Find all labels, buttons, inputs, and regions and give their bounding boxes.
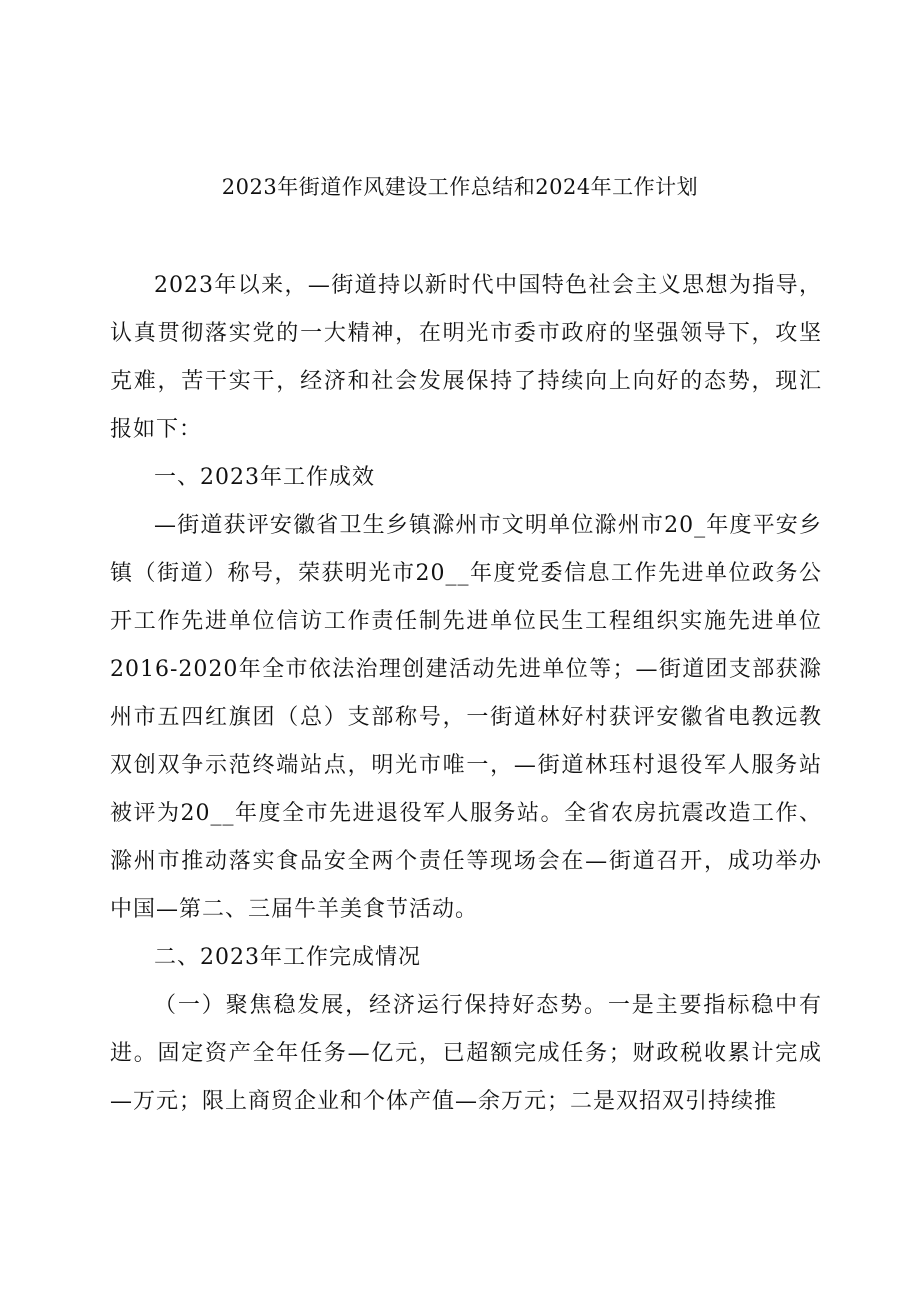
section-heading-achievements: 一、2023年工作成效: [154, 465, 375, 490]
document-title: 2023年街道作风建设工作总结和2024年工作计划: [221, 175, 699, 199]
achievements-paragraph: —街道获评安徽省卫生乡镇滁州市文明单位滁州市20_年度平安乡镇（街道）称号，荣获明光市20__年度党委信息工作先进单位政务公开工作先进单位信访工作责任制先进单位民生工程组织实施先进单位2016-2020年全市依法治理创建活动先进单位等；—街道团支部获滁州市五四红旗团（总）支部称号，一街道林好村获评安徽省电教远教双创双争示范终端站点，明光市唯一，—街道林珏村退役军人服务站被评为20__年度全市先进退役军人服务站。全省农房抗震改造工作、滁州市推动落实食品安全两个责任等现场会在—街道召开，成功举办中国—第二、三届牛羊美食节活动。: [110, 513, 822, 922]
section-heading-completion: 二、2023年工作完成情况: [154, 945, 421, 970]
document-body: [110, 262, 822, 1126]
intro-paragraph: 2023年以来，—街道持以新时代中国特色社会主义思想为指导，认真贯彻落实党的一大精神，在明光市委市政府的坚强领导下，攻坚克难，苦干实干，经济和社会发展保持了持续向上向好的态势，现汇报如下：: [110, 273, 822, 442]
completion-paragraph: （一）聚焦稳发展，经济运行保持好态势。一是主要指标稳中有进。固定资产全年任务—亿元，已超额完成任务；财政税收累计完成—万元；限上商贸企业和个体产值—余万元；二是双招双引持续推: [110, 993, 822, 1114]
